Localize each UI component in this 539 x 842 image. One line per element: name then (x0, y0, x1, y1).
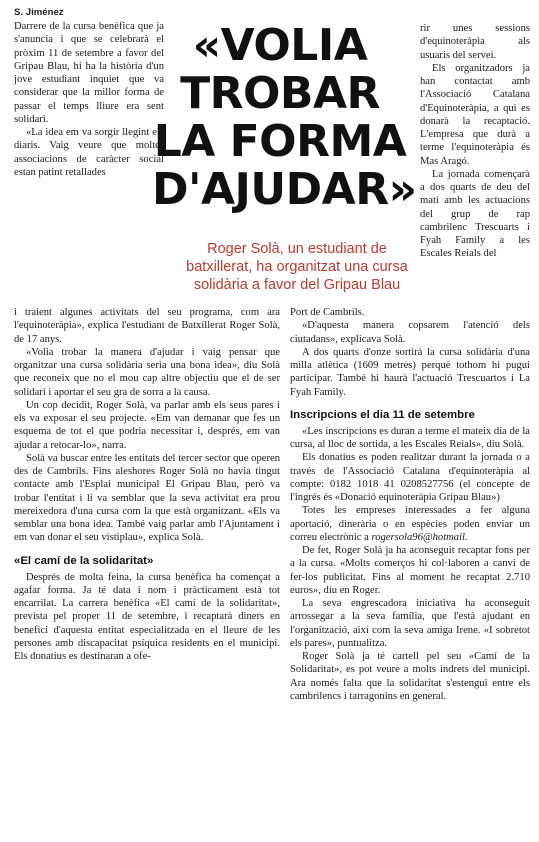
section-heading: Inscripcions el dia 11 de setembre (290, 408, 475, 421)
subheadline: Roger Solà, un estudiant de batxillerat, ha organitzat una cursa solidària a favor del Gripau Blau (186, 241, 408, 293)
paragraph: Solà va buscar entre les entitats del tercer sector que operen des de Cambrils. Fins aleshores Roger Solà no havia tingut contacte amb l'Esplai municipal El Gripau Blau, però va trobar l'entitat i li va semblar que la seva activitat era prou mereixedora d'una cursa com la que està organitzant. «Els va semblar una bona idea. També vaig parlar amb l'Ajuntament i em van donar el seu vistiplau», explica Solà. (14, 452, 280, 544)
byline: S. Jiménez (14, 7, 64, 18)
paragraph: «Les inscripcions es duran a terme el mateix dia de la cursa, al lloc de sortida, a les Escales Reials», diu Solà. (290, 425, 530, 450)
headline: «VOLIA TROBAR LA FORMA D'AJUDAR» (152, 20, 417, 215)
paragraph: «Volia trobar la manera d'ajudar i vaig pensar que organitzar una cursa solidària seria una bona idea», diu Solà que reconeix que no el mou cap altre objectiu que el de ser solidari i aportar el seu gra de sorra a la causa. (14, 346, 280, 398)
paragraph: La seva engrescadora iniciativa ha aconseguit arrossegar a la seva família, que l'està ajudant en l'organització, així com la seva amiga Irene. «I sobretot els pares», puntualitza. (290, 598, 530, 649)
paragraph: Un cop decidit, Roger Solà, va parlar amb els seus pares i els va exposar el seu projecte. «Em van demanar que fes un esquema de tot el que podria necessitar i, després, em van ajudar a retocar-lo», narra. (14, 399, 280, 451)
paragraph: «La idea em va sorgir llegint els diaris. Vaig veure que moltes associacions de caràcter social estan patint retallades (14, 127, 164, 178)
email-address: rogersola96@hotmail. (371, 531, 468, 543)
article-column-3 (290, 306, 530, 703)
paragraph: Els donatius es poden realitzar durant la jornada o a través de l'Associació Catalana d'equinoteràpia al compte: 0182 1018 41 0208527756 (el concepte de l'ingrés és «Donació equinoteràpia Gripau Blau») (290, 452, 530, 503)
section-heading: «El camí de la solidaritat» (14, 554, 154, 567)
paragraph: i traient algunes activitats del seu programa, com ara l'equinoteràpia», explica l'estudiant de Batxillerat Roger Solà, de 17 anys. (14, 307, 280, 345)
paragraph: Darrere de la cursa benèfica que ja s'anuncia i que se celebrarà el pròxim 11 de setembre a favor del Gripau Blau, hi ha la història d'un jove estudiant inquiet que va considerar que la millor forma de passar el temps lliure era sent solidari. (14, 21, 164, 125)
paragraph: rir unes sessions d'equinoteràpia als usuaris del servei. (420, 23, 530, 61)
paragraph: Roger Solà ja té cartell pel seu «Camí de la Solidaritat», es pot veure a molts indrets del municipi. Ara només falta que la solidaritat s'estengui entre els cambrilencs i tarragonins en general. (290, 651, 530, 702)
paragraph: La jornada començarà a dos quarts de deu del matí amb les actuacions del grup de rap cambrilenc Trescuarts i Fyah Family a les Escales Reials del (420, 168, 530, 260)
paragraph-text: Totes les empreses interessades a fer alguna aportació, dinerària o en espècies poden enviar un correu electrònic a (290, 505, 530, 543)
article-column-wide (14, 306, 280, 663)
paragraph: A dos quarts d'onze sortirà la cursa solidària d'una milla atlètica (1609 metres) perquè tothom hi pugui participar. També hi haurà l'actuació Trescuartos i La Fyah Family. (290, 346, 530, 398)
paragraph: De fet, Roger Solà ja ha aconseguit recaptar fons per a la cursa. «Molts comerços hi col·laboren a canvi de fer-los publicitat. Fins al moment he recaptat 2.710 euros», diu en Roger. (290, 545, 530, 596)
paragraph: Port de Cambrils. (290, 307, 365, 318)
paragraph: Després de molta feina, la cursa benèfica ha començat a agafar forma. Ja té data i nom i pràcticament està tot encarrilat. La carrera benèfica «El camí de la solidaritat», prevista pel proper 11 de setembre, i recaptarà diners en benefici d'aquesta entitat especialitzada en el lleure de les persones amb discapacitat psíquica residents en el municipi. Els donatius es destinaran a ofe- (14, 571, 280, 662)
article-column-1 (14, 20, 164, 179)
article-column-right (420, 22, 530, 261)
paragraph: «D'aquesta manera copsarem l'atenció dels ciutadans», explicava Solà. (290, 320, 530, 345)
paragraph (290, 504, 530, 544)
paragraph: Els organitzadors ja han contactat amb l'Associació Catalana d'Equinoteràpia, a qui es donarà la recaptació. L'empresa que durà a terme l'equinoteràpia és Mas Aragó. (420, 62, 530, 167)
